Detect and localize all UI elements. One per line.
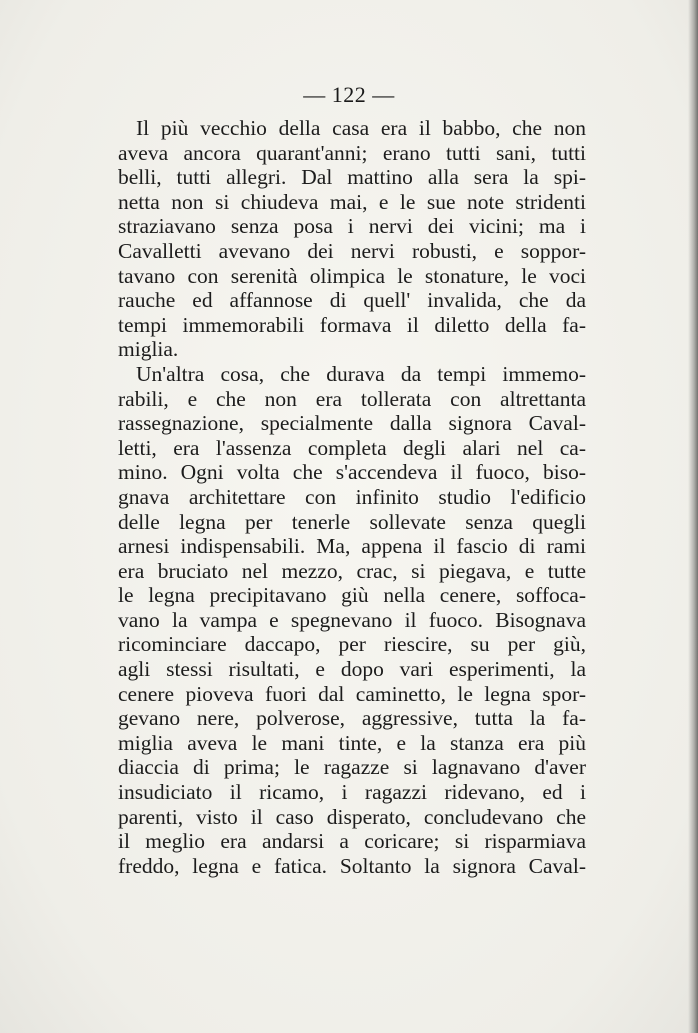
text-line: rauche ed affannose di quell' invalida, che da [118,288,586,313]
text-line: Il più vecchio della casa era il babbo, che non [136,116,586,140]
text-line: diaccia di prima; le ragazze si lagnavano d'aver [118,755,586,780]
text-line: mino. Ogni volta che s'accendeva il fuoco, biso- [118,460,586,485]
text-line: aveva ancora quarant'anni; erano tutti sani, tutti [118,140,586,165]
text-line: era bruciato nel mezzo, crac, si piegava, e tutte [118,558,586,583]
text-line: freddo, legna e fatica. Soltanto la signora Caval- [118,853,586,878]
text-line: il meglio era andarsi a coricare; si risparmiava [118,829,586,854]
text-line: miglia aveva le mani tinte, e la stanza era più [118,730,586,755]
body-text [118,116,586,878]
text-line: insudiciato il ricamo, i ragazzi ridevano, ed i [118,780,586,805]
text-line: miglia. [118,337,179,362]
text-line: letti, era l'assenza completa degli alari nel ca- [118,435,586,460]
text-line: netta non si chiudeva mai, e le sue note stridenti [118,189,586,214]
text-line: tempi immemorabili formava il diletto della fa- [118,312,586,337]
text-line: parenti, visto il caso disperato, concludevano che [118,804,586,829]
text-line: belli, tutti allegri. Dal mattino alla sera la spi- [118,165,586,190]
text-line: gnava architettare con infinito studio l'edificio [118,484,586,509]
text-line: Un'altra cosa, che durava da tempi immemo- [136,361,586,386]
text-line: agli stessi risultati, e dopo vari esperimenti, la [118,657,586,682]
text-line: arnesi indispensabili. Ma, appena il fascio di rami [118,534,586,559]
text-line: rassegnazione, specialmente dalla signora Caval- [118,411,586,436]
text-line: le legna precipitavano giù nella cenere, soffoca- [118,583,586,608]
text-line: gevano nere, polverose, aggressive, tutta la fa- [118,706,586,731]
text-line: Cavalletti avevano dei nervi robusti, e soppor- [118,238,586,263]
page-number: — 122 — [303,82,395,107]
text-line: straziavano senza posa i nervi dei vicini; ma i [118,214,586,239]
text-line: rabili, e che non era tollerata con altrettanta [118,386,586,411]
text-line: ricominciare daccapo, per riescire, su per giù, [118,632,586,657]
page-edge-shadow [688,0,698,1033]
text-line: cenere pioveva fuori dal caminetto, le legna spor- [118,681,586,706]
text-line: delle legna per tenerle sollevate senza quegli [118,509,586,534]
text-line: vano la vampa e spegnevano il fuoco. Bisognava [118,607,586,632]
text-line: tavano con serenità olimpica le stonature, le voci [118,263,586,288]
